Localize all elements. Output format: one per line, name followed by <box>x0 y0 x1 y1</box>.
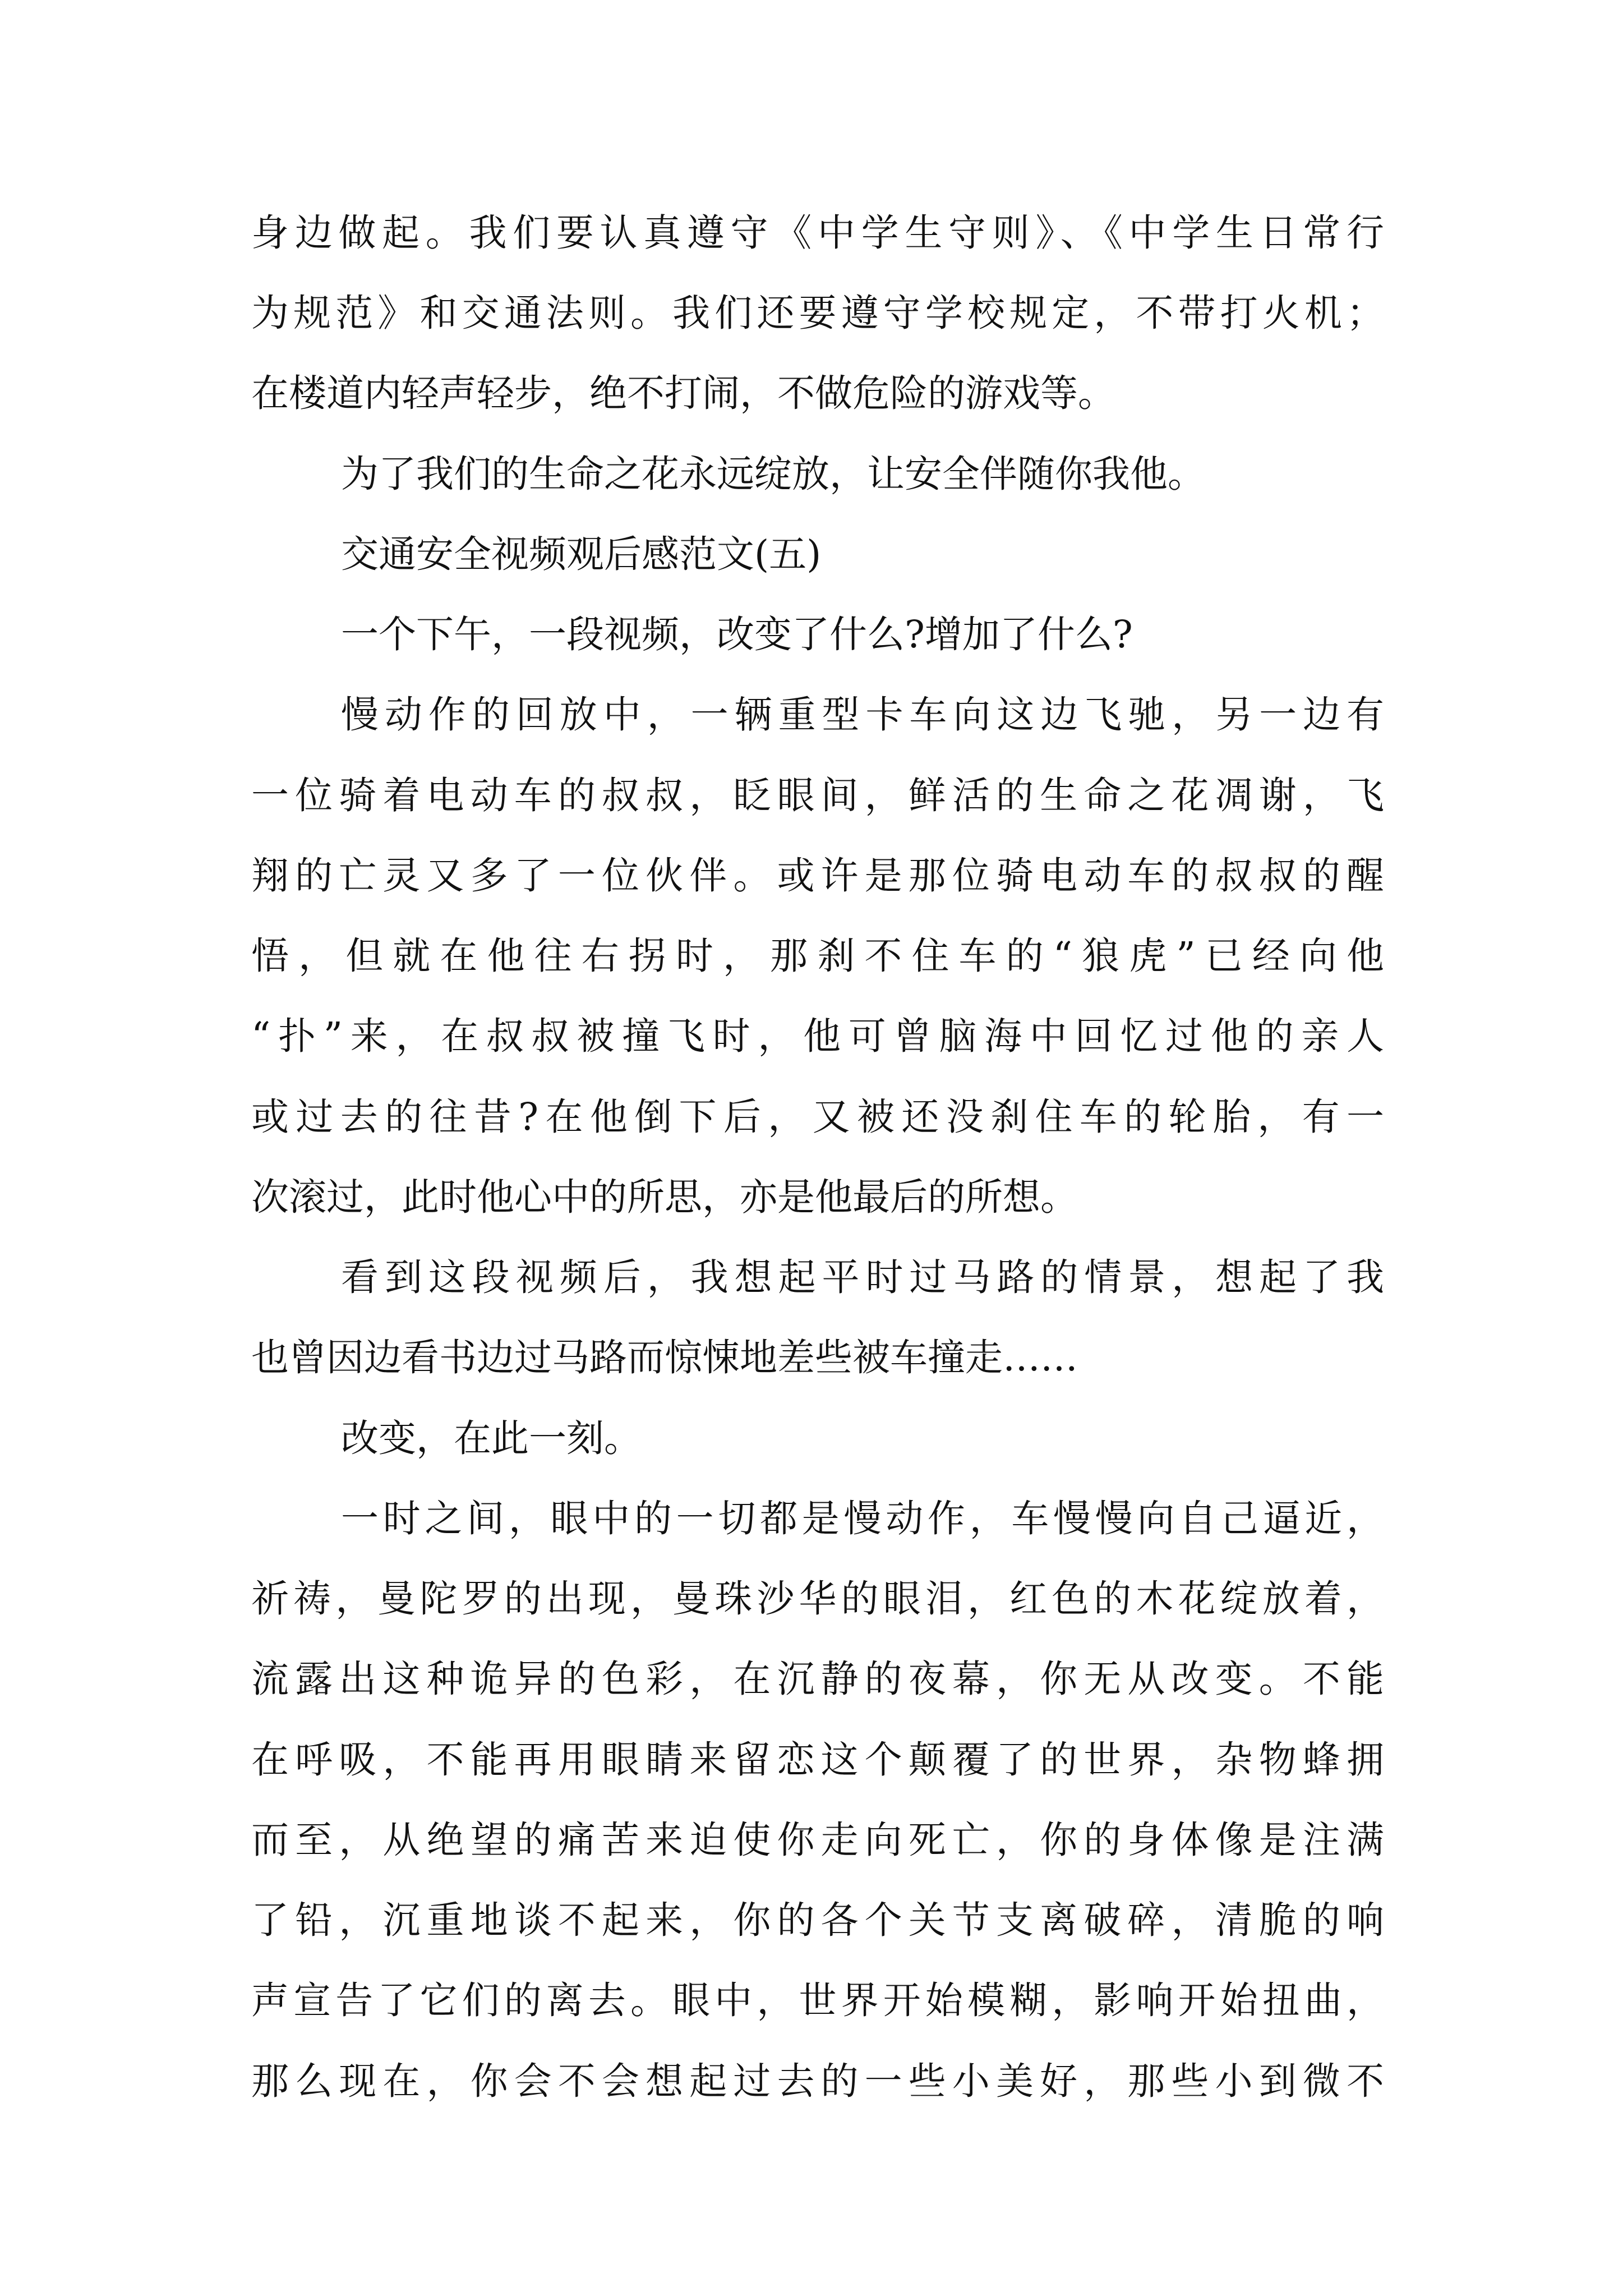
text-line-12: 或过去的往昔?在他倒下后，又被还没刹住车的轮胎，有一 <box>251 1095 1384 1139</box>
text-line-16: 改变，在此一刻。 <box>341 1416 642 1460</box>
text-line-10: 悟，但就在他往右拐时，那刹不住车的“狼虎”已经向他 <box>251 934 1384 978</box>
text-line-22: 了铅，沉重地谈不起来，你的各个关节支离破碎，清脆的响 <box>251 1898 1384 1942</box>
text-line-15: 也曾因边看书边过马路而惊悚地差些被车撞走…… <box>251 1336 1078 1379</box>
text-line-3: 在楼道内轻声轻步，绝不打闹，不做危险的游戏等。 <box>251 371 1115 415</box>
text-line-23: 声宣告了它们的离去。眼中，世界开始模糊，影响开始扭曲， <box>251 1978 1384 2022</box>
section-heading: 交通安全视频观后感范文(五) <box>341 532 822 576</box>
text-line-17: 一时之间，眼中的一切都是慢动作，车慢慢向自己逼近， <box>341 1497 1384 1540</box>
text-line-1: 身边做起。我们要认真遵守《中学生守则》、《中学生日常行 <box>251 211 1384 255</box>
text-line-7: 慢动作的回放中，一辆重型卡车向这边飞驰，另一边有 <box>341 693 1384 737</box>
text-line-21: 而至，从绝望的痛苦来迫使你走向死亡，你的身体像是注满 <box>251 1818 1384 1862</box>
text-line-13: 次滚过，此时他心中的所思，亦是他最后的所想。 <box>251 1175 1078 1219</box>
text-line-18: 祈祷，曼陀罗的出现，曼珠沙华的眼泪，红色的木花绽放着， <box>251 1577 1384 1621</box>
text-line-2: 为规范》和交通法则。我们还要遵守学校规定，不带打火机； <box>251 291 1384 335</box>
text-line-14: 看到这段视频后，我想起平时过马路的情景，想起了我 <box>341 1255 1384 1299</box>
text-line-11: “扑”来，在叔叔被撞飞时，他可曾脑海中回忆过他的亲人 <box>251 1014 1384 1058</box>
text-line-20: 在呼吸，不能再用眼睛来留恋这个颠覆了的世界，杂物蜂拥 <box>251 1738 1384 1782</box>
text-line-4: 为了我们的生命之花永远绽放，让安全伴随你我他。 <box>341 452 1205 496</box>
text-line-19: 流露出这种诡异的色彩，在沉静的夜幕，你无从改变。不能 <box>251 1657 1384 1701</box>
text-line-6: 一个下午，一段视频，改变了什么?增加了什么? <box>341 613 1133 656</box>
text-line-8: 一位骑着电动车的叔叔，眨眼间，鲜活的生命之花凋谢，飞 <box>251 774 1384 817</box>
text-line-9: 翔的亡灵又多了一位伙伴。或许是那位骑电动车的叔叔的醒 <box>251 854 1384 898</box>
text-line-24: 那么现在，你会不会想起过去的一些小美好，那些小到微不 <box>251 2059 1384 2103</box>
